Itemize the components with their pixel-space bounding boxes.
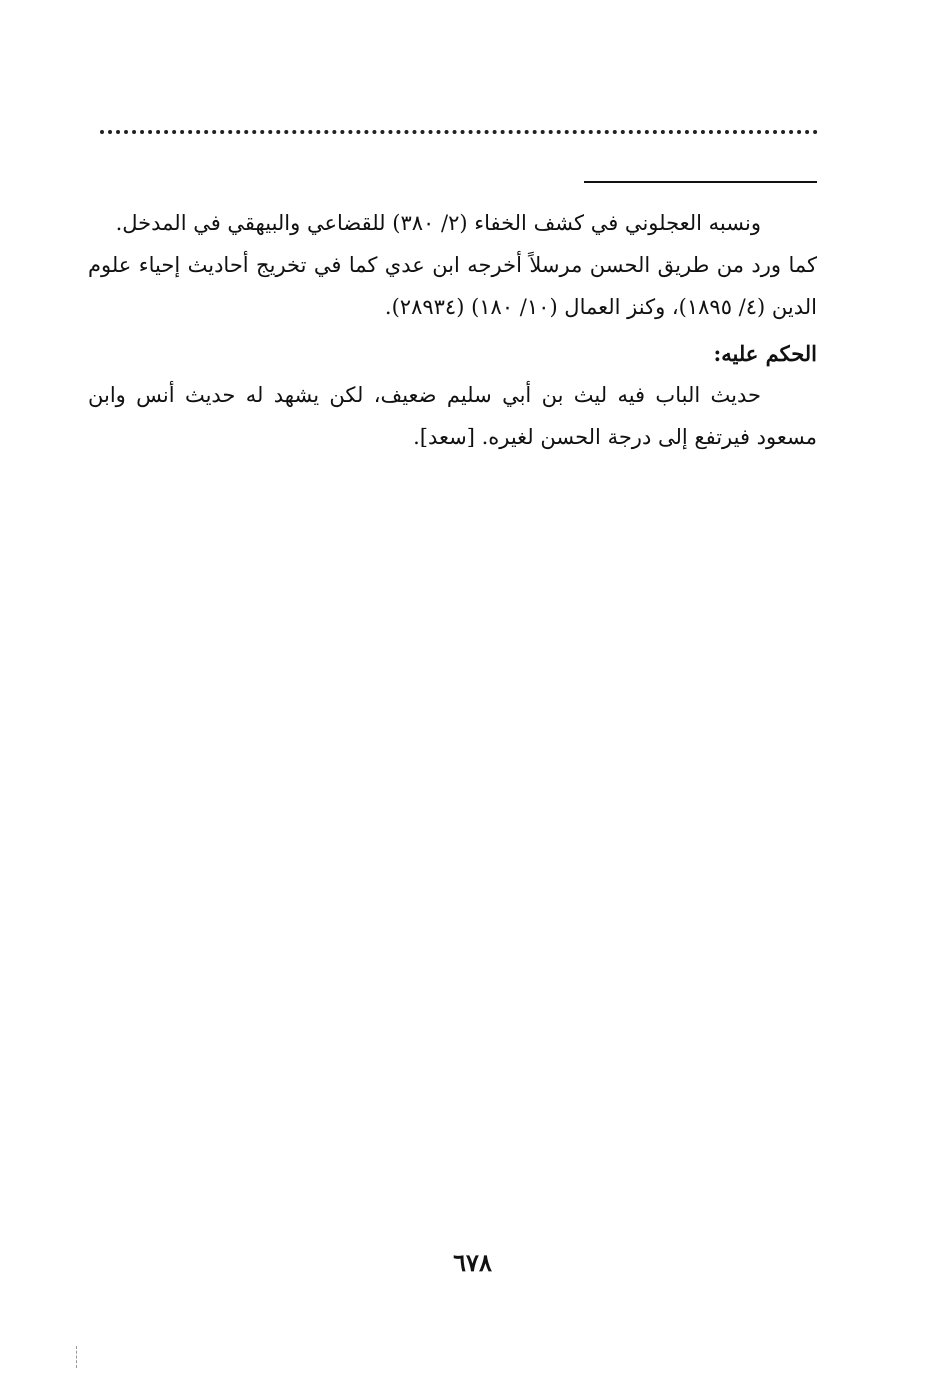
page-number: ٦٧٨ <box>453 1248 492 1277</box>
footnote-line-1 <box>88 202 817 244</box>
margin-mark <box>76 1346 77 1368</box>
ruling-heading: الحكم عليه: <box>713 341 817 366</box>
ruling-text: حديث الباب فيه ليث بن أبي سليم ضعيف، لكن يشهد له حديث أنس وابن مسعود فيرتفع إلى درجة الحسن لغيره. [سعد]. <box>88 383 817 449</box>
ruling-paragraph <box>88 374 817 458</box>
footnote-line-2: كما ورد من طريق الحسن مرسلاً أخرجه ابن عدي كما في تخريج أحاديث إحياء علوم الدين (٤/ ١٨٩٥)، وكنز العمال (١٠/ ١٨٠) (٢٨٩٣٤). <box>88 253 817 319</box>
dotted-separator <box>100 130 818 134</box>
footnote-text-1: ونسبه العجلوني في كشف الخفاء (٢/ ٣٨٠) للقضاعي والبيهقي في المدخل. <box>115 211 761 235</box>
footnote-rule <box>584 181 817 183</box>
